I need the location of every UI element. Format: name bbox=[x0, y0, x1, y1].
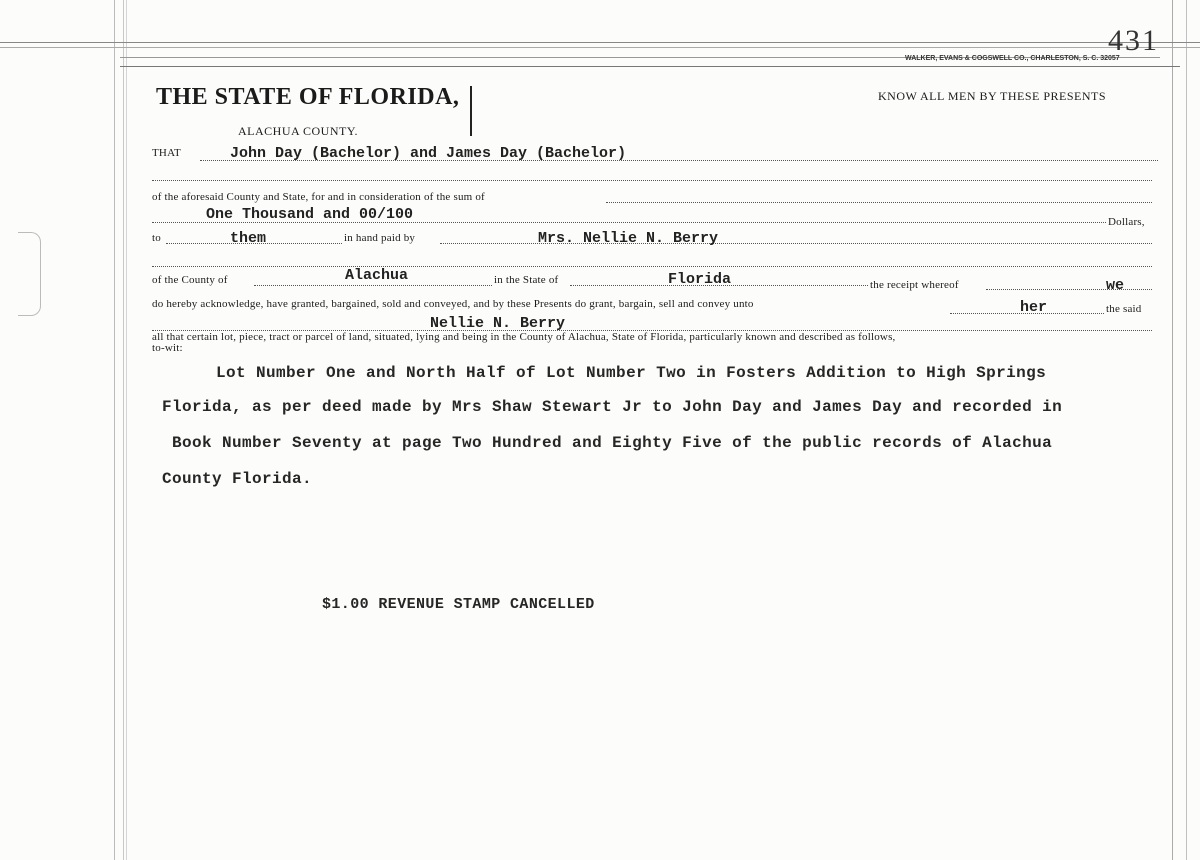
left-margin-line bbox=[114, 0, 115, 860]
dollars-label: Dollars, bbox=[1108, 216, 1145, 228]
top-rule bbox=[0, 42, 1200, 43]
revenue-stamp-note: $1.00 REVENUE STAMP CANCELLED bbox=[322, 596, 595, 613]
state-value: Florida bbox=[668, 271, 732, 288]
description-line-2: Florida, as per deed made by Mrs Shaw Stewart Jr to John Day and James Day and recorded in bbox=[162, 398, 1063, 416]
description-line-4: County Florida. bbox=[162, 470, 313, 488]
description-line-3: Book Number Seventy at page Two Hundred and Eighty Five of the public records of Alachua bbox=[172, 434, 1053, 452]
right-margin-line bbox=[1172, 0, 1173, 860]
county-value: Alachua bbox=[345, 267, 409, 284]
paid-by-label: in hand paid by bbox=[344, 232, 416, 244]
county-label: ALACHUA COUNTY. bbox=[238, 124, 358, 138]
top-rule-2 bbox=[0, 47, 1200, 48]
grantee-value: Mrs. Nellie N. Berry bbox=[538, 230, 719, 247]
binder-hole bbox=[18, 232, 41, 316]
consideration-label: of the aforesaid County and State, for and in consideration of the sum of bbox=[152, 191, 485, 203]
blank-line-1 bbox=[152, 180, 1152, 181]
said-name-value: Nellie N. Berry bbox=[430, 315, 566, 332]
receipt-who-value: we bbox=[1106, 277, 1125, 294]
printer-imprint: WALKER, EVANS & COGSWELL CO., CHARLESTON, S. C. 32057 bbox=[905, 55, 1120, 62]
know-all-men: KNOW ALL MEN BY THESE PRESENTS bbox=[878, 89, 1107, 103]
top-rule-4 bbox=[120, 66, 1180, 67]
unto-value: her bbox=[1020, 299, 1048, 316]
description-line-1: Lot Number One and North Half of Lot Number Two in Fosters Addition to High Springs bbox=[216, 364, 1047, 382]
header-brace bbox=[470, 86, 472, 136]
the-said-label: the said bbox=[1106, 303, 1142, 315]
blank-line-2 bbox=[152, 266, 1152, 267]
page-number: 431 bbox=[1108, 24, 1159, 57]
county-dots bbox=[254, 285, 492, 286]
towit-label: to-wit: bbox=[152, 342, 183, 354]
county-of-label: of the County of bbox=[152, 274, 228, 286]
right-margin-line-2 bbox=[1186, 0, 1187, 860]
left-margin-line-2 bbox=[123, 0, 124, 860]
receipt-label: the receipt whereof bbox=[870, 279, 959, 291]
sum-value: One Thousand and 00/100 bbox=[206, 206, 414, 223]
state-of-label: in the State of bbox=[494, 274, 559, 286]
convey-label: do hereby acknowledge, have granted, bargained, sold and conveyed, and by these Presents do grant, bargain, sell and convey unto bbox=[152, 298, 754, 310]
consideration-dots bbox=[606, 202, 1152, 203]
to-label: to bbox=[152, 232, 161, 244]
receipt-dots bbox=[986, 289, 1152, 290]
state-title: THE STATE OF FLORIDA, bbox=[156, 84, 460, 110]
left-margin-line-3 bbox=[126, 0, 127, 860]
grantors-value: John Day (Bachelor) and James Day (Bachelor) bbox=[230, 145, 627, 162]
land-label: all that certain lot, piece, tract or parcel of land, situated, lying and being in the County of Alachua, State of Florida, particularly known and described as follows, bbox=[152, 331, 896, 343]
to-whom-value: them bbox=[230, 230, 267, 247]
that-label: THAT bbox=[152, 147, 181, 159]
